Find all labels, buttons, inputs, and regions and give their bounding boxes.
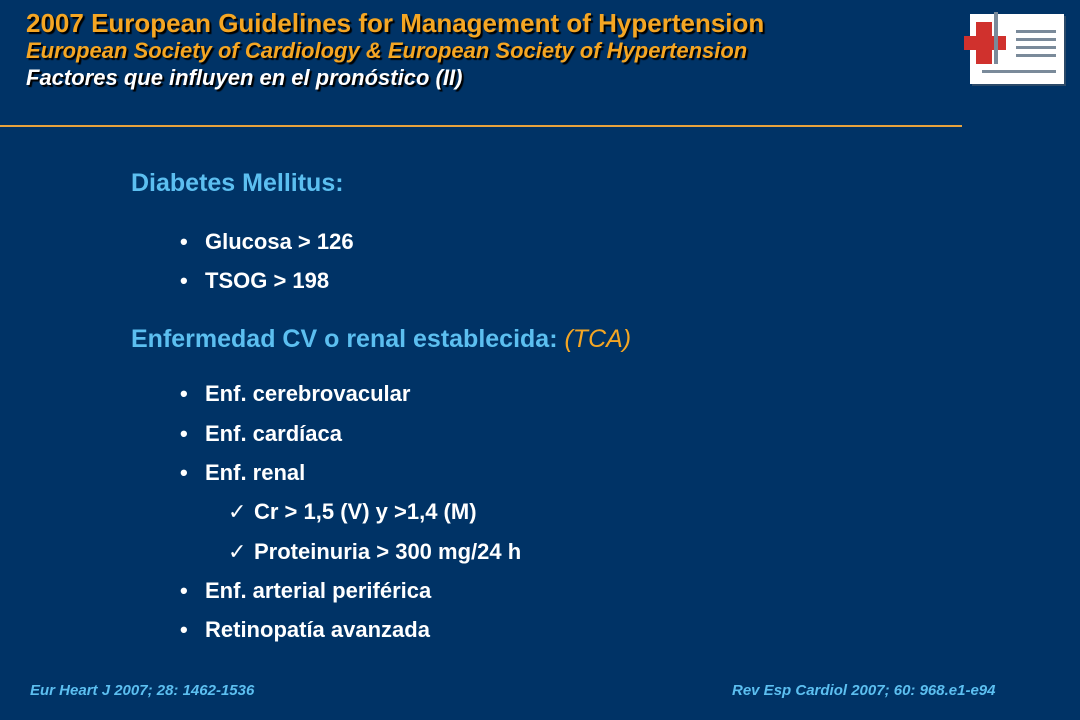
checkmark-icon: ✓ <box>228 539 247 564</box>
list-item-text: Enf. cerebrovacular <box>205 381 411 406</box>
list-item-tsog <box>180 267 329 295</box>
sub-item-text: Cr > 1,5 (V) y >1,4 (M) <box>254 499 477 524</box>
bullet-icon: • <box>180 229 188 254</box>
list-item-renal <box>180 459 305 487</box>
bullet-icon: • <box>180 268 188 293</box>
list-item-text: Retinopatía avanzada <box>205 617 430 642</box>
list-item-text: TSOG > 198 <box>205 268 330 293</box>
diabetes-heading: Diabetes Mellitus: <box>131 169 344 197</box>
bullet-icon: • <box>180 421 188 446</box>
bullet-icon: • <box>180 460 188 485</box>
list-item-text: Enf. cardíaca <box>205 421 342 446</box>
list-item-retinopatia <box>180 616 430 644</box>
list-item-text: Glucosa > 126 <box>205 229 354 254</box>
bullet-icon: • <box>180 578 188 603</box>
list-item-text: Enf. arterial periférica <box>205 578 432 603</box>
section-title: Factores que influyen en el pronóstico (II) <box>26 65 463 90</box>
list-item-arterial <box>180 577 431 605</box>
cv-heading-text: Enfermedad CV o renal establecida: <box>131 325 558 353</box>
checkmark-icon: ✓ <box>228 499 247 524</box>
cv-heading-note: (TCA) <box>564 325 632 353</box>
list-item-text: Enf. renal <box>205 460 306 485</box>
reference-eur-heart-j: Eur Heart J 2007; 28: 1462-1536 <box>30 682 255 699</box>
list-item-glucosa <box>180 228 354 256</box>
sub-item-proteinuria <box>228 538 521 566</box>
slide-subtitle: European Society of Cardiology & European Society of Hypertension <box>26 38 748 63</box>
reference-rev-esp-cardiol: Rev Esp Cardiol 2007; 60: 968.e1-e94 <box>732 682 996 699</box>
cv-heading <box>131 324 631 354</box>
slide-title: 2007 European Guidelines for Management of Hypertension <box>26 8 765 38</box>
list-item-cardiaca <box>180 420 342 448</box>
bullet-icon: • <box>180 381 188 406</box>
list-item-cerebrovascular <box>180 380 410 408</box>
sub-item-creatinina <box>228 498 477 526</box>
sub-item-text: Proteinuria > 300 mg/24 h <box>254 539 522 564</box>
bullet-icon: • <box>180 617 188 642</box>
